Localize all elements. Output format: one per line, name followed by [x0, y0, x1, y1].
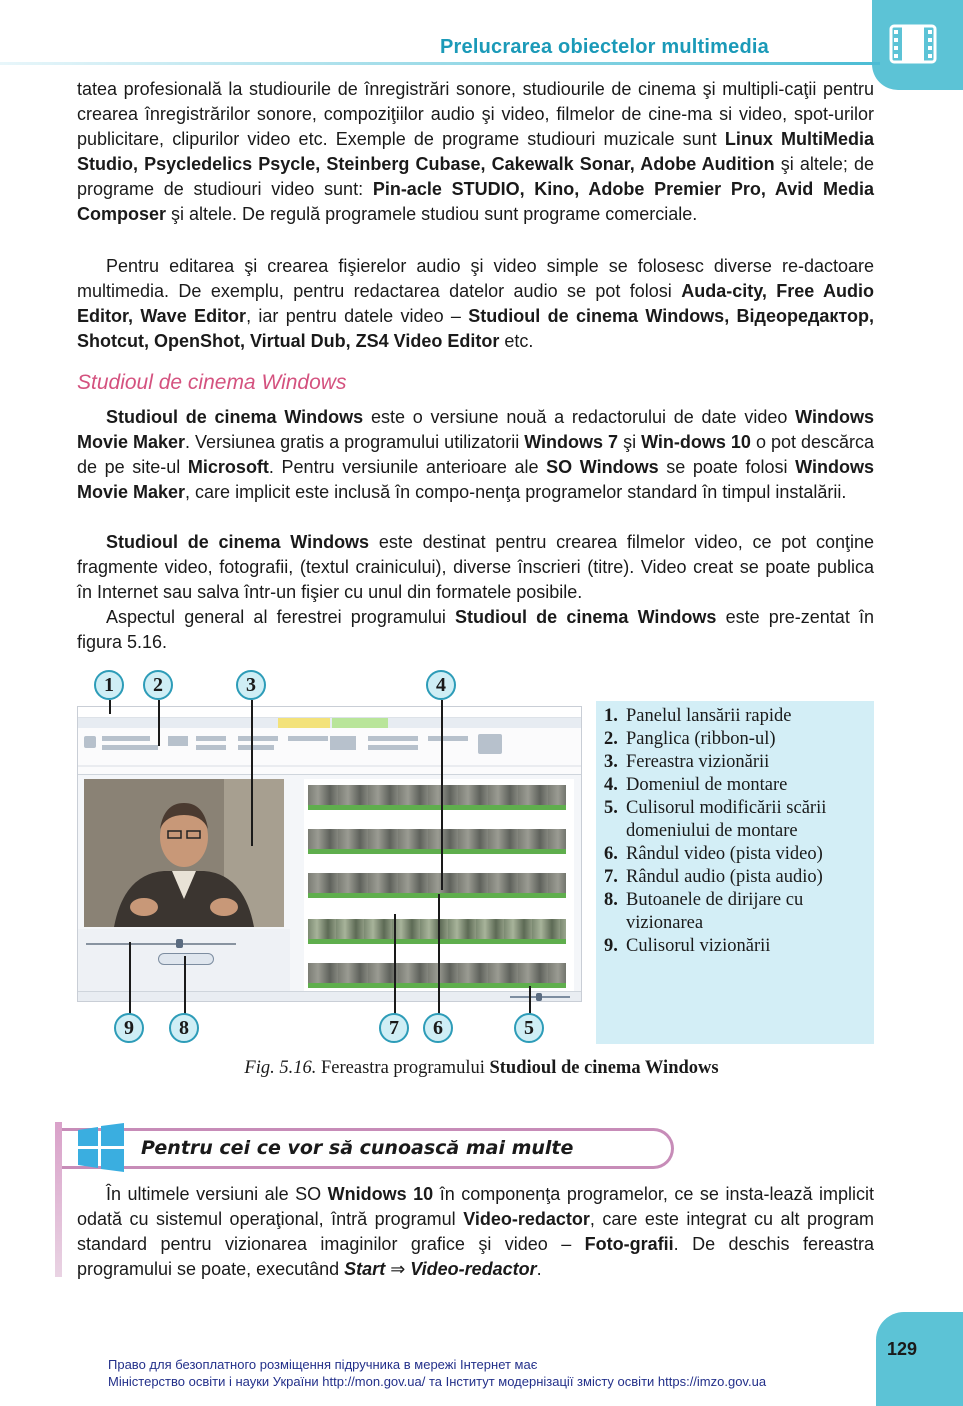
- legend-item: 2. Panglica (ribbon-ul): [604, 729, 776, 749]
- footer-line-2: Міністерство освіти і науки України http://mon.gov.ua/ та Інститут модернізації змісту освіти https://imzo.gov.ua: [108, 1374, 767, 1389]
- legend-item: 5. Culisorul modificării scării domeniului de montare: [604, 798, 827, 841]
- callout-9: 9: [114, 1013, 144, 1043]
- paragraph-5-text: Aspectul general al ferestrei programului Studioul de cinema Windows este pre-zentat în figura 5.16.: [77, 607, 874, 652]
- callout-2: 2: [143, 670, 173, 700]
- playback-slider-knob[interactable]: [176, 939, 183, 948]
- figure-caption-bold: Studioul de cinema Windows: [489, 1058, 719, 1078]
- info-box-sidebar: [55, 1122, 62, 1277]
- playback-slider[interactable]: [86, 943, 236, 945]
- clip-row: [308, 919, 566, 945]
- info-box-paragraph: În ultimele versiuni ale SO Wnidows 10 în componenţa programelor, ce se insta-lează implicit odată cu sistemul operaţional, întră programul Video-redactor, care este integrat cu alt program standard pentru vizionarea imaginilor grafice şi video – Foto-grafii. De deschis fereastra programului se poate, executând Start ⇒ Video-redactor.: [77, 1184, 875, 1279]
- callout-3: 3: [236, 670, 266, 700]
- callout-8: 8: [169, 1013, 199, 1043]
- clip-row: [308, 873, 566, 899]
- playback-buttons[interactable]: [158, 953, 214, 965]
- preview-window: [84, 779, 284, 927]
- legend-item: 1. Panelul lansării rapide: [604, 706, 792, 726]
- paragraph-1-text: tatea profesională la studiourile de înregistrări sonore, studiourile de cinema şi multipli-caţii pentru crearea înregistrărilor sonore, compoziţiilor audio şi video, filmelor de cine-ma si video, spot-urilor publicitare, clipurilor video etc. Exemple de programe studiouri muzicale sunt Linux MultiMedia Studio, Psycledelics Psycle, Steinberg Cubase, Cakewalk Sonar, Adobe Audition şi altele; de programe de studiouri video sunt: Pin-acle STUDIO, Kino, Adobe Premier Pro, Avid Media Composer şi altele. De regulă programele studiou sunt programe comerciale.: [77, 79, 875, 224]
- paragraph-4-text: Studioul de cinema Windows este destinat pentru crearea filmelor video, ce pot conţine fragmente video, fotografii, (textul crainicului), diverse înscrieri (titre). Video creat se poate publica în Internet sau salva într-un fişier cu unul din formatele posibile.: [77, 532, 874, 602]
- clip-row: [308, 785, 566, 811]
- leader-line-6: [438, 894, 440, 1014]
- info-box-title: Pentru cei ce vor să cunoască mai multe: [141, 1137, 574, 1159]
- leader-line-4: [441, 700, 443, 890]
- paragraph-4: [77, 530, 874, 605]
- callout-6: 6: [423, 1013, 453, 1043]
- leader-line-8: [184, 956, 186, 1014]
- callout-1: 1: [94, 670, 124, 700]
- header-rule: [0, 62, 880, 65]
- leader-line-7: [394, 914, 396, 1014]
- legend-item: 7. Rândul audio (pista audio): [604, 867, 823, 887]
- callout-7: 7: [379, 1013, 409, 1043]
- leader-line-2: [158, 700, 160, 746]
- leader-line-3: [251, 700, 253, 846]
- movie-maker-window-screenshot: [77, 706, 582, 1002]
- clip-row: [308, 963, 566, 989]
- legend-item: 8. Butoanele de dirijare cu vizionarea: [604, 890, 804, 933]
- paragraph-2-text: Pentru editarea şi crearea fişierelor audio şi video simple se folosesc diverse re-dactoare multimedia. De exemplu, pentru redactarea datelor audio se pot folosi Auda-city, Free Audio Editor, Wave Editor, iar pentru datele video – Studioul de cinema Windows, Відеоредактор, Shotcut, OpenShot, Virtual Dub, ZS4 Video Editor etc.: [77, 256, 875, 351]
- legend-list: [596, 701, 874, 958]
- legend-item: 6. Rândul video (pista video): [604, 844, 823, 864]
- paragraph-1: [77, 77, 874, 227]
- footer: [108, 1356, 868, 1390]
- info-box-text: [77, 1182, 874, 1282]
- leader-line-5: [529, 986, 531, 1014]
- footer-line-1: Право для безоплатного розміщення підручника в мережі Інтернет має: [108, 1357, 538, 1372]
- legend-item: 3. Fereastra vizionării: [604, 752, 770, 772]
- callout-4: 4: [426, 670, 456, 700]
- paragraph-3: [77, 405, 874, 505]
- legend-item: 4. Domeniul de montare: [604, 775, 788, 795]
- windows-logo-icon: [76, 1122, 126, 1172]
- quick-launch-toolbar: [78, 707, 581, 718]
- paragraph-3-text: Studioul de cinema Windows este o versiune nouă a redactorului de date video Windows Movie Maker. Versiunea gratis a programului utilizatorii Windows 7 şi Win-dows 10 o pot descărca de pe site-ul Microsoft. Pentru versiunile anterioare ale SO Windows se poate folosi Windows Movie Maker, care implicit este inclusă în compo-nenţa programelor standard în timpul instalării.: [77, 407, 875, 502]
- paragraph-5: [77, 605, 874, 655]
- ribbon: [78, 728, 581, 775]
- running-header-title: Prelucrarea obiectelor multimedia: [440, 36, 769, 58]
- figure-legend: [596, 701, 874, 1044]
- film-strip-icon: [889, 22, 937, 66]
- section-heading: Studioul de cinema Windows: [77, 371, 347, 394]
- ribbon-tabs: [78, 718, 581, 728]
- callout-5: 5: [514, 1013, 544, 1043]
- figure-caption-label: Fig. 5.16.: [244, 1058, 317, 1078]
- paragraph-2: [77, 254, 874, 354]
- leader-line-9: [129, 942, 131, 1014]
- status-bar: [78, 991, 581, 1002]
- page-number: 129: [886, 1339, 918, 1359]
- leader-line-1: [109, 700, 111, 714]
- legend-item: 9. Culisorul vizionării: [604, 936, 771, 956]
- figure-caption-text: Fereastra programului: [316, 1058, 490, 1078]
- figure-caption: [0, 1058, 963, 1079]
- clip-row: [308, 829, 566, 855]
